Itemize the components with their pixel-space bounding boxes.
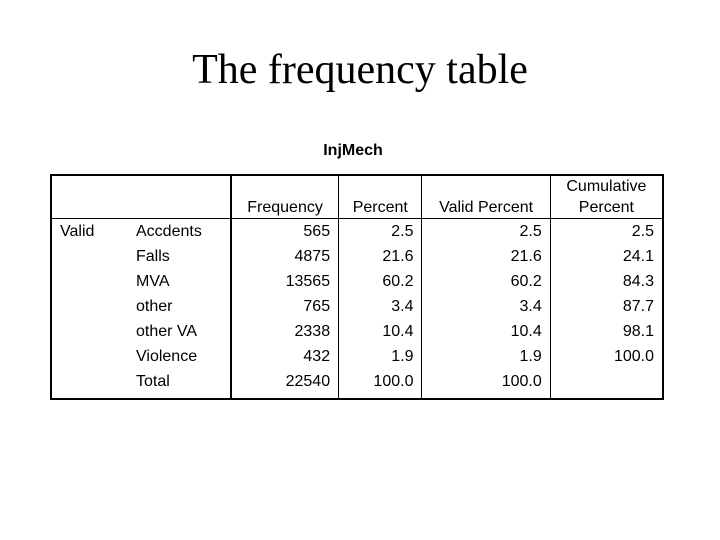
cell-percent: 1.9 (339, 344, 422, 369)
header-blank-label (128, 175, 231, 219)
header-cumulative-line1: Cumulative (566, 178, 647, 195)
table-row (51, 369, 663, 399)
cell-cumulative (550, 369, 663, 399)
cell-percent: 2.5 (339, 219, 422, 245)
row-label: Total (128, 369, 231, 399)
cell-percent: 60.2 (339, 269, 422, 294)
cell-cumulative: 100.0 (613, 348, 654, 365)
row-label: Falls (128, 244, 231, 269)
cell-percent: 100.0 (339, 369, 422, 399)
cell-valid-percent: 3.4 (422, 294, 550, 319)
table-body (51, 219, 663, 400)
cell-percent: 10.4 (339, 319, 422, 344)
row-label: Violence (128, 344, 231, 369)
row-group-label (51, 344, 128, 369)
table-row (51, 269, 663, 294)
cell-frequency: 22540 (231, 369, 339, 399)
row-label: other (128, 294, 231, 319)
table-row (51, 244, 663, 269)
row-label: Accdents (128, 219, 231, 245)
row-group-label (51, 269, 128, 294)
cell-frequency: 4875 (231, 244, 339, 269)
cell-valid-percent: 100.0 (422, 369, 550, 399)
cell-frequency: 765 (231, 294, 339, 319)
table-row (51, 319, 663, 344)
header-frequency: Frequency (231, 175, 339, 219)
cell-cumulative: 84.3 (622, 273, 654, 290)
table-caption: InjMech (323, 142, 383, 159)
header-cumulative-percent (550, 175, 663, 219)
row-group-label (51, 294, 128, 319)
table-row (51, 294, 663, 319)
cell-frequency: 432 (231, 344, 339, 369)
cell-frequency: 2338 (231, 319, 339, 344)
header-blank-group (51, 175, 128, 219)
slide-title: The frequency table (192, 47, 528, 93)
row-label: MVA (128, 269, 231, 294)
cell-cumulative: 2.5 (631, 223, 654, 240)
frequency-table (50, 174, 664, 400)
cell-valid-percent: 21.6 (422, 244, 550, 269)
row-label: other VA (128, 319, 231, 344)
row-group-label (51, 369, 128, 399)
table-row (51, 344, 663, 369)
header-cumulative-line2: Percent (578, 199, 634, 216)
row-group-label (51, 244, 128, 269)
cell-valid-percent: 60.2 (422, 269, 550, 294)
row-group-label (51, 319, 128, 344)
header-percent: Percent (339, 175, 422, 219)
cell-cumulative: 24.1 (622, 248, 654, 265)
header-valid-percent: Valid Percent (422, 175, 550, 219)
cell-frequency: 13565 (231, 269, 339, 294)
cell-valid-percent: 2.5 (422, 219, 550, 245)
cell-valid-percent: 1.9 (422, 344, 550, 369)
cell-percent: 3.4 (339, 294, 422, 319)
cell-valid-percent: 10.4 (422, 319, 550, 344)
cell-percent: 21.6 (339, 244, 422, 269)
table-header-row (51, 175, 663, 219)
cell-frequency: 565 (231, 219, 339, 245)
row-group-label: Valid (60, 223, 95, 240)
table-row (51, 219, 663, 245)
cell-cumulative: 98.1 (622, 323, 654, 340)
cell-cumulative: 87.7 (622, 298, 654, 315)
